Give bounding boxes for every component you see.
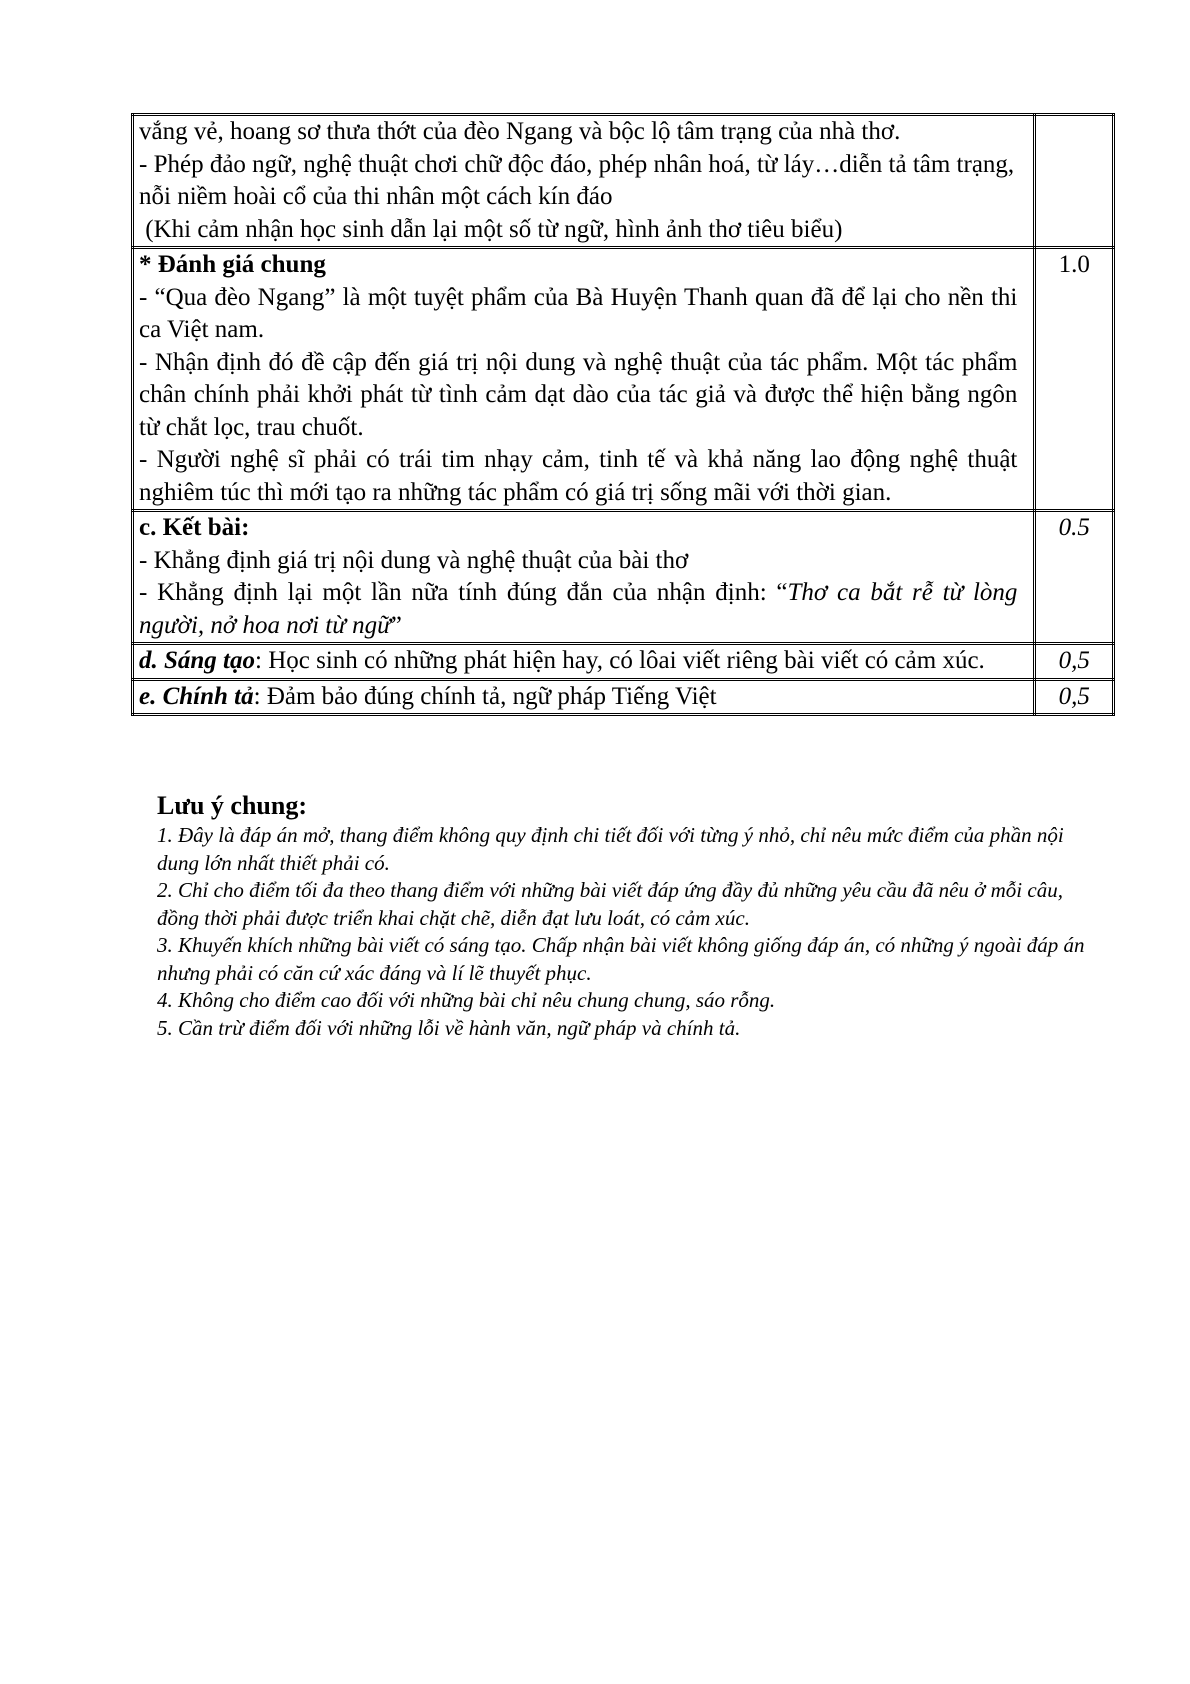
grading-table	[131, 113, 1115, 716]
notes-list	[157, 822, 1092, 1042]
notes-title: Lưu ý chung:	[157, 791, 307, 820]
section-heading: c. Kết bài:	[139, 514, 250, 541]
note-item: 5. Cần trừ điểm đối với những lỗi về hành văn, ngữ pháp và chính tả.	[157, 1015, 741, 1040]
criterion-text: : Học sinh có những phát hiện hay, có lôai viết riêng bài viết có cảm xúc.	[255, 647, 985, 674]
score-cell: 1.0	[1035, 248, 1114, 511]
content-line: - Khẳng định giá trị nội dung và nghệ thuật của bài thơ	[139, 546, 689, 574]
content-line: - Nhận định đó đề cập đến giá trị nội dung và nghệ thuật của tác phẩm. Một tác phẩm chân chính phải khởi phát từ tình cảm dạt dào của tác giả và được thể hiện bằng ngôn từ chắt lọc, trau chuốt.	[139, 348, 1018, 441]
general-notes	[157, 790, 1092, 1042]
criterion-label: e. Chính tả	[139, 682, 254, 710]
row-content	[133, 511, 1035, 644]
note-item: 4. Không cho điểm cao đối với những bài chỉ nêu chung chung, sáo rỗng.	[157, 988, 776, 1012]
table-row	[133, 644, 1114, 680]
row-content	[133, 644, 1035, 680]
content-line: (Khi cảm nhận học sinh dẫn lại một số từ ngữ, hình ảnh thơ tiêu biểu)	[139, 215, 843, 243]
score-cell	[1035, 115, 1114, 248]
content-line: - Phép đảo ngữ, nghệ thuật chơi chữ độc đáo, phép nhân hoá, từ láy…diễn tả tâm trạng, nỗi niềm hoài cổ của thi nhân một cách kín đáo	[139, 150, 1015, 210]
note-item: 1. Đây là đáp án mở, thang điểm không quy định chi tiết đối với từng ý nhỏ, chỉ nêu mức điểm của phần nội dung lớn nhất thiết phải có.	[157, 823, 1064, 875]
table-row	[133, 511, 1114, 644]
content-line: - Người nghệ sĩ phải có trái tim nhạy cảm, tinh tế và khả năng lao động nghệ thuật nghiêm túc thì mới tạo ra những tác phẩm có giá trị sống mãi với thời gian.	[139, 446, 1018, 506]
table-row	[133, 115, 1114, 248]
criterion-text: : Đảm bảo đúng chính tả, ngữ pháp Tiếng Việt	[253, 682, 717, 710]
criterion-label: d. Sáng tạo	[139, 647, 256, 674]
quote-prefix: - Khẳng định lại một lần nữa tính đúng đắn của nhận định: “	[139, 579, 788, 606]
note-item: 3. Khuyến khích những bài viết có sáng tạo. Chấp nhận bài viết không giống đáp án, có những ý ngoài đáp án nhưng phải có căn cứ xác đáng và lí lẽ thuyết phục.	[157, 933, 1085, 985]
content-line: - “Qua đèo Ngang” là một tuyệt phẩm của Bà Huyện Thanh quan đã để lại cho nền thi ca Việt nam.	[139, 283, 1018, 343]
table-row	[133, 679, 1114, 715]
score-cell: 0.5	[1035, 511, 1114, 644]
content-line: vắng vẻ, hoang sơ thưa thớt của đèo Ngang và bộc lộ tâm trạng của nhà thơ.	[139, 118, 901, 145]
section-heading: * Đánh giá chung	[139, 251, 326, 278]
score-cell: 0,5	[1035, 679, 1114, 715]
row-content	[133, 248, 1035, 511]
table-row	[133, 248, 1114, 511]
score-cell: 0,5	[1035, 644, 1114, 680]
note-item: 2. Chỉ cho điểm tối đa theo thang điểm với những bài viết đáp ứng đầy đủ những yêu cầu đã nêu ở mỗi câu, đồng thời phải được triển khai chặt chẽ, diễn đạt lưu loát, có cảm xúc.	[157, 878, 1063, 930]
content-line	[139, 577, 1017, 642]
quote-text: Thơ ca bắt rễ từ lòng người, nở hoa nơi từ ngữ	[139, 579, 1018, 639]
quote-suffix: ”	[390, 611, 402, 639]
row-content	[133, 679, 1035, 715]
row-content	[133, 115, 1035, 248]
